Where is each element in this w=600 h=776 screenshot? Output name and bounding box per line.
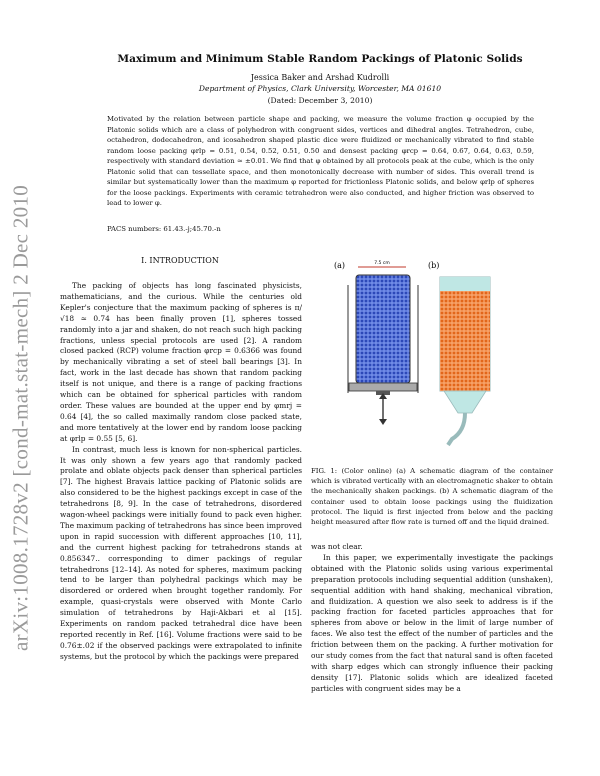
inlet-hose [448,413,465,445]
left-column [60,281,302,663]
packed-column-orange [440,291,490,391]
abstract: Motivated by the relation between particle shape and packing, we measure the volume fraction φ occupied by the Platonic solids which are a class of polyhedron with congruent sides, vertices and dihedral angles. Tetrahedron, cube, octahedron, dodecahedron, and icosahedron shaped plastic dice were fluidized or mechanically vibrated to find stable random loose packing φrlp = 0.51, 0.54, 0.52, 0.51, 0.50 and densest packing φrcp = 0.64, 0.67, 0.64, 0.63, 0.59, respectively with standard deviation ≃ ±0.01. We find that φ obtained by all protocols peak at the cube, which is the only Platonic solid that can tessellate space, and then monotonically decrease with number of sides. This overall trend is similar but systematically lower than the maximum φ reported for frictionless Platonic solids, and below φrlp of spheres for the loose packings. Experiments with ceramic tetrahedron were also conducted, and higher friction was observed to lead to lower φ. [107,115,534,207]
figure-label-b: (b) [428,261,440,270]
tube-funnel [444,391,486,413]
pacs-numbers: PACS numbers: 61.43.-j;45.70.-n [107,225,221,233]
arxiv-id-text: arXiv:1008.1728v2 [cond-mat.stat-mech] 2 Dec 2010 [8,184,33,652]
intro-paragraph-1: The packing of objects has long fascinated physicists, mathematicians, and the curious. While the centuries old Kepler's conjecture that the maximum packing of spheres is π/√18 ≃ 0.74 has been finally proven [1], spheres tossed randomly into a jar and shaken, do not reach such high packing fractions, unless special protocols are used [2]. A random closed packed (RCP) volume fraction φrcp = 0.6366 was found by mechanically vibrating a set of steel ball bearings [3]. In fact, work in the last decade has shown that random packing itself is not unique, and there is a range of packing fractions which can be obtained for spherical particles with random order. These values are bounded at the upper end by φmrj = 0.64 [4], the so called maximally random close packed state, and more tentatively at the lower end by random loose packing at φrlp = 0.55 [5, 6]. [60,281,302,443]
packed-column-blue [356,275,410,383]
figure-label-a: (a) [334,261,346,270]
paper-affiliation: Department of Physics, Clark University, Worcester, MA 01610 [198,84,442,93]
figure-1-schematic [332,255,502,455]
shaker-arrow-head-down [379,419,387,425]
arxiv-identifier-sidebar [4,184,38,652]
paper-authors: Jessica Baker and Arshad Kudrolli [250,73,390,82]
section-heading-introduction: I. INTRODUCTION [141,256,219,265]
paper-title: Maximum and Minimum Stable Random Packings of Platonic Solids [117,53,523,65]
intro-paragraph-2: In contrast, much less is known for non-spherical particles. It was only shown a few years ago that randomly packed prolate and oblate objects pack denser than spherical particles [7]. The highest Bravais lattice packing of Platonic solids are also considered to be the highest packings except in case of the tetrahedrons [8, 9]. In the case of tetrahedrons, disordered wagon-wheel packings were initially found to pack even higher. The maximum packing of tetrahedrons has since been improved upon in rapid succession with different approaches [10, 11], and the current highest packing for tetrahedrons stands at 0.856347.. corresponding to dimer packings of regular tetrahedrons [12–14]. As noted for spheres, maximum packing tend to be larger than polyhedral packings which may be disordered or ordered when brought together randomly. For example, quasi-crystals were observed with Monte Carlo simulation of tetrahedrons by Haji-Akbari et al [15]. Experiments on random packed tetrahedral dice have been reported recently in Ref. [16]. Volume fractions were said to be 0.76±.02 if the observed packings were extrapolated to infinite systems, but the protocol by which the packings were prepared [60,444,302,661]
paper-date: (Dated: December 3, 2010) [267,96,373,105]
shaker-base [349,383,417,391]
dimension-label: 7.5 cm [374,261,390,266]
water-layer [440,277,490,291]
right-paragraph-continuation: was not clear. [311,542,363,551]
right-paragraph-2: In this paper, we experimentally investigate the packings obtained with the Platonic solids using various experimental preparation protocols including sequential addition (unshaken), sequential addition with hand shaking, mechanical vibration, and fluidization. A question we also seek to address is if the packing fraction for faceted particles approaches that for spheres from above or below in the limit of large number of faces. We also test the effect of the number of particles and the friction between them on the packing. A further motivation for our study comes from the fact that natural sand is often faceted with sharp edges which can strongly influence their packing density [17]. Platonic solids which are idealized faceted particles with congruent sides may be a [311,552,553,693]
right-column [311,542,553,695]
figure-caption: FIG. 1: (Color online) (a) A schematic diagram of the container which is vibrated vertically with an electromagnetic shaker to obtain the mechanically shaken packings. (b) A schematic diagram of the container used to obtain loose packings using the fluidization protocol. The liquid is first injected from below and the packing height measured after flow rate is turned off and the liquid drained. [311,467,553,527]
